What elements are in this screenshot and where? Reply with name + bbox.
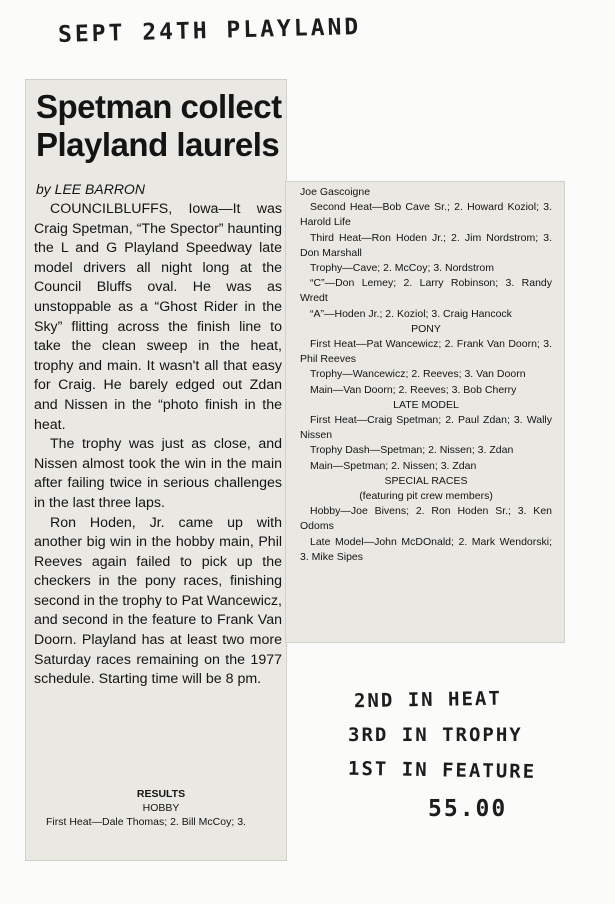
handwritten-note-line: 3RD IN TROPHY [348, 724, 523, 746]
results-line: First Heat—Dale Thomas; 2. Bill McCoy; 3. [46, 816, 246, 828]
paragraph: COUNCILBLUFFS, Iowa—It was Craig Spetman, “The Spector” haunting the L and G Playland Speedway late model drivers all night long at the Council Bluffs oval. He was as unstoppable as a “Ghost Rider in the Sky” flitting across the finish line to take the clean sweep in the heat, trophy and main. It wasn't all that easy for Craig. He barely edged out Zdan and Nissen in the “photo finish in the heat. [34, 201, 282, 433]
result-entry: Hobby—Joe Bivens; 2. Ron Hoden Sr.; 3. Ken Odoms [300, 505, 552, 533]
handwritten-note-line: 1ST IN FEATURE [347, 757, 537, 783]
hobby-heading: HOBBY [142, 802, 180, 814]
result-entry: Third Heat—Ron Hoden Jr.; 2. Jim Nordstrom; 3. Don Marshall [300, 231, 552, 259]
results-subheading: PONY [411, 322, 441, 335]
results-heading: RESULTS [136, 788, 186, 800]
results-subheading: LATE MODEL [393, 398, 459, 411]
result-entry: Trophy—Cave; 2. McCoy; 3. Nordstrom [310, 262, 494, 275]
result-entry: Main—Spetman; 2. Nissen; 3. Zdan [310, 459, 477, 472]
paragraph: Ron Hoden, Jr. came up with another big win in the hobby main, Phil Reeves again failed to pick up the checkers in the pony races, finishing second in the trophy to Pat Wancewicz, and second in the feature to Frank Van Doorn. Playland has at least two more Saturday races remaining on the 1977 schedule. Starting time will be 8 pm. [34, 514, 282, 688]
article-headline [36, 88, 336, 164]
handwritten-note-line: 2ND IN HEAT [353, 687, 503, 713]
results-subheading: (featuring pit crew members) [359, 490, 493, 503]
handwritten-price: 55.00 [428, 796, 508, 822]
result-entry: Late Model—John McDOnald; 2. Mark Wendorski; 3. Mike Sipes [300, 535, 552, 563]
results-list [300, 185, 552, 565]
result-entry: First Heat—Pat Wancewicz; 2. Frank Van Doorn; 3. Phil Reeves [300, 338, 552, 366]
results-subheading: SPECIAL RACES [384, 474, 468, 487]
byline: by LEE BARRON [36, 181, 145, 197]
headline-line-1: Spetman collect [36, 88, 282, 125]
result-entry: “C”—Don Lemey; 2. Larry Robinson; 3. Randy Wredt [300, 277, 552, 305]
result-entry: Second Heat—Bob Cave Sr.; 2. Howard Koziol; 3. Harold Life [300, 201, 552, 229]
handwritten-results-note [340, 688, 610, 836]
article-body [34, 200, 282, 690]
results-section [40, 787, 282, 829]
result-entry: Trophy Dash—Spetman; 2. Nissen; 3. Zdan [310, 444, 514, 457]
result-entry: Main—Van Doorn; 2. Reeves; 3. Bob Cherry [310, 383, 517, 396]
result-entry: Joe Gascoigne [300, 186, 371, 198]
headline-line-2: Playland laurels [36, 126, 280, 163]
paragraph: The trophy was just as close, and Nissen almost took the win in the main after failing twice in serious challenges in the last three laps. [34, 436, 282, 511]
result-entry: Trophy—Wancewicz; 2. Reeves; 3. Van Doorn [310, 368, 526, 381]
result-entry: First Heat—Craig Spetman; 2. Paul Zdan; 3. Wally Nissen [300, 414, 552, 442]
result-entry: “A”—Hoden Jr.; 2. Koziol; 3. Craig Hancock [310, 307, 512, 320]
handwritten-date-caption: SEPT 24TH PLAYLAND [57, 14, 362, 48]
